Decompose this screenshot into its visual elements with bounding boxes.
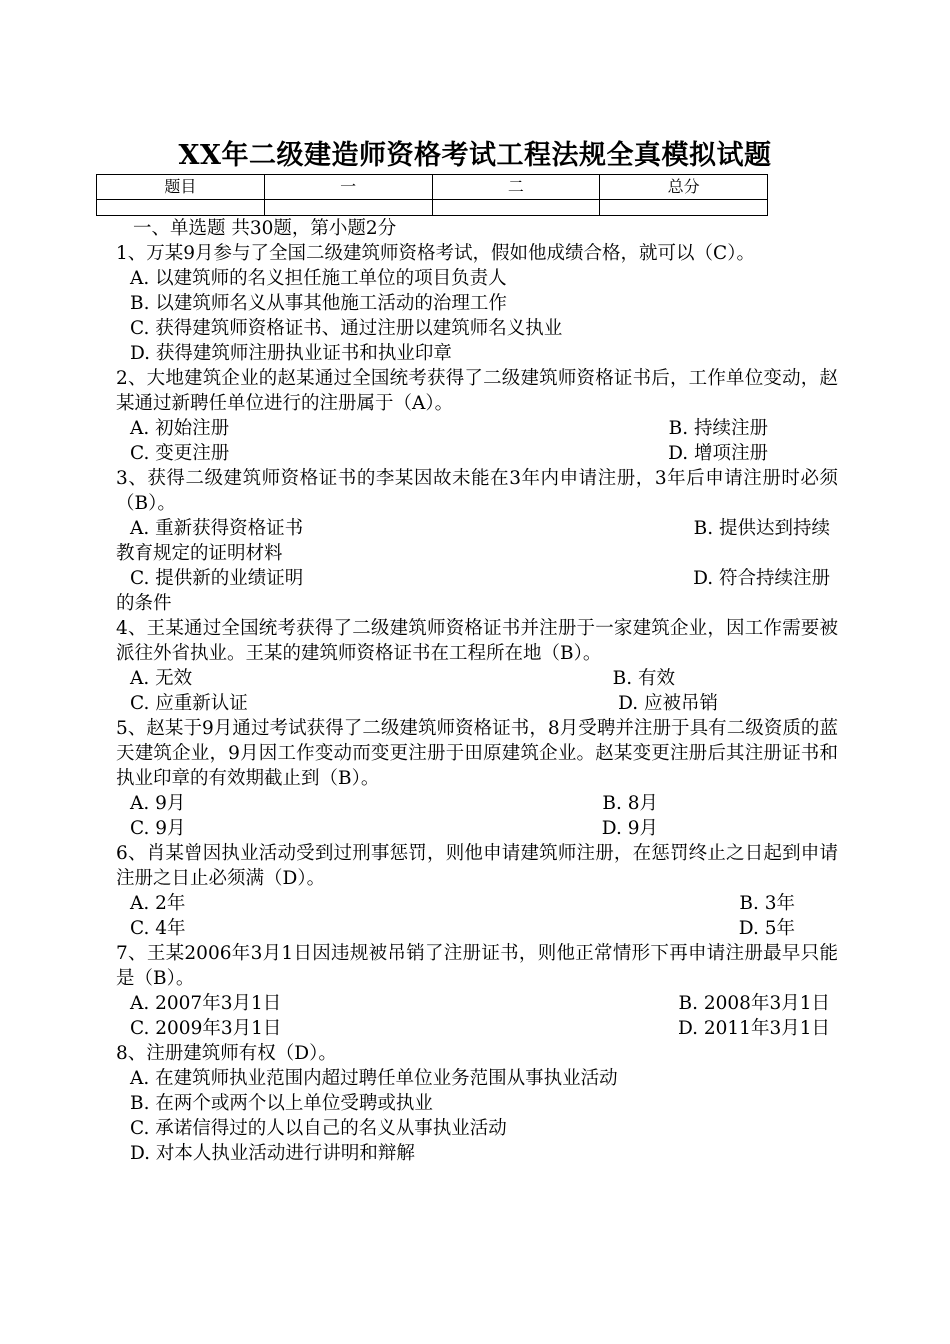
option-row [116, 791, 838, 816]
option-a: A. 2年 [130, 893, 186, 914]
option-row [116, 916, 838, 941]
option-row [116, 1016, 838, 1041]
question-stem: 3、获得二级建筑师资格证书的李某因故未能在3年内申请注册，3年后申请注册时必须（B）。 [116, 468, 838, 514]
option-c: C. 获得建筑师资格证书、通过注册以建筑师名义执业 [130, 318, 563, 339]
score-cell [432, 200, 600, 216]
question-stem: 6、肖某曾因执业活动受到过刑事惩罚，则他申请建筑师注册，在惩罚终止之日起到申请注册之日止必须满（D）。 [116, 843, 838, 889]
option-d: D. 9月 [601, 818, 658, 839]
option-a: A. 重新获得资格证书 [130, 518, 304, 539]
option-a: A. 9月 [130, 793, 186, 814]
option-c: C. 4年 [130, 918, 186, 939]
option-d-continued: 的条件 [116, 593, 172, 614]
option-c: C. 承诺信得过的人以自己的名义从事执业活动 [130, 1118, 507, 1139]
option-c: C. 提供新的业绩证明 [130, 568, 304, 589]
question-stem: 1、万某9月参与了全国二级建筑师资格考试，假如他成绩合格，就可以（C）。 [116, 243, 755, 264]
option-a: A. 2007年3月1日 [130, 993, 282, 1014]
option-row [116, 991, 838, 1016]
option-b: B. 3年 [739, 893, 795, 914]
score-cell [97, 200, 265, 216]
option-d: D. 对本人执业活动进行讲明和辩解 [130, 1143, 415, 1164]
document-title: XX年二级建造师资格考试工程法规全真模拟试题 [178, 140, 772, 171]
option-d: D. 2011年3月1日 [677, 1018, 830, 1039]
option-row [116, 516, 838, 541]
option-d: D. 获得建筑师注册执业证书和执业印章 [130, 343, 452, 364]
score-cell [600, 200, 768, 216]
option-row [116, 416, 838, 441]
option-row [116, 441, 838, 466]
score-header-part-1: 一 [264, 175, 432, 200]
section-header: 一、单选题 共30题，第小题2分 [133, 218, 397, 239]
option-row [116, 566, 838, 591]
option-b: B. 在两个或两个以上单位受聘或执业 [130, 1093, 433, 1114]
question-stem: 7、王某2006年3月1日因违规被吊销了注册证书，则他正常情形下再申请注册最早只能是（B）。 [116, 943, 838, 989]
option-c: C. 变更注册 [130, 443, 230, 464]
score-table-value-row [97, 200, 768, 216]
option-d: D. 符合持续注册 [693, 568, 830, 589]
question-stem: 2、大地建筑企业的赵某通过全国统考获得了二级建筑师资格证书后，工作单位变动，赵某通过新聘任单位进行的注册属于（A）。 [116, 368, 838, 414]
question-stem: 4、王某通过全国统考获得了二级建筑师资格证书并注册于一家建筑企业，因工作需要被派往外省执业。王某的建筑师资格证书在工程所在地（B）。 [116, 618, 838, 664]
option-row [116, 816, 838, 841]
option-b: B. 以建筑师名义从事其他施工活动的治理工作 [130, 293, 507, 314]
option-a: A. 在建筑师执业范围内超过聘任单位业务范围从事执业活动 [130, 1068, 618, 1089]
option-c: C. 9月 [130, 818, 186, 839]
option-c: C. 应重新认证 [130, 693, 248, 714]
option-a: A. 初始注册 [130, 418, 230, 439]
question-stem: 5、赵某于9月通过考试获得了二级建筑师资格证书，8月受聘并注册于具有二级资质的蓝天建筑企业，9月因工作变动而变更注册于田原建筑企业。赵某变更注册后其注册证书和执业印章的有效期截止到（B）。 [116, 718, 838, 789]
score-header-part-2: 二 [432, 175, 600, 200]
question-stem: 8、注册建筑师有权（D）。 [116, 1043, 337, 1064]
score-header-total: 总分 [600, 175, 768, 200]
score-table-header-row [97, 175, 768, 200]
option-row [116, 891, 838, 916]
option-b: B. 8月 [602, 793, 658, 814]
option-a: A. 以建筑师的名义担任施工单位的项目负责人 [130, 268, 507, 289]
option-row [116, 666, 838, 691]
option-b: B. 持续注册 [668, 418, 768, 439]
option-b: B. 有效 [612, 668, 675, 689]
score-table [96, 174, 768, 216]
option-b-continued: 教育规定的证明材料 [116, 543, 283, 564]
option-d: D. 应被吊销 [618, 693, 718, 714]
option-b: B. 提供达到持续 [693, 518, 830, 539]
option-a: A. 无效 [130, 668, 193, 689]
question-list [116, 216, 838, 1166]
option-d: D. 5年 [738, 918, 795, 939]
option-b: B. 2008年3月1日 [678, 993, 830, 1014]
option-d: D. 增项注册 [668, 443, 768, 464]
option-row [116, 691, 838, 716]
option-c: C. 2009年3月1日 [130, 1018, 282, 1039]
score-cell [264, 200, 432, 216]
score-header-topic: 题目 [97, 175, 265, 200]
